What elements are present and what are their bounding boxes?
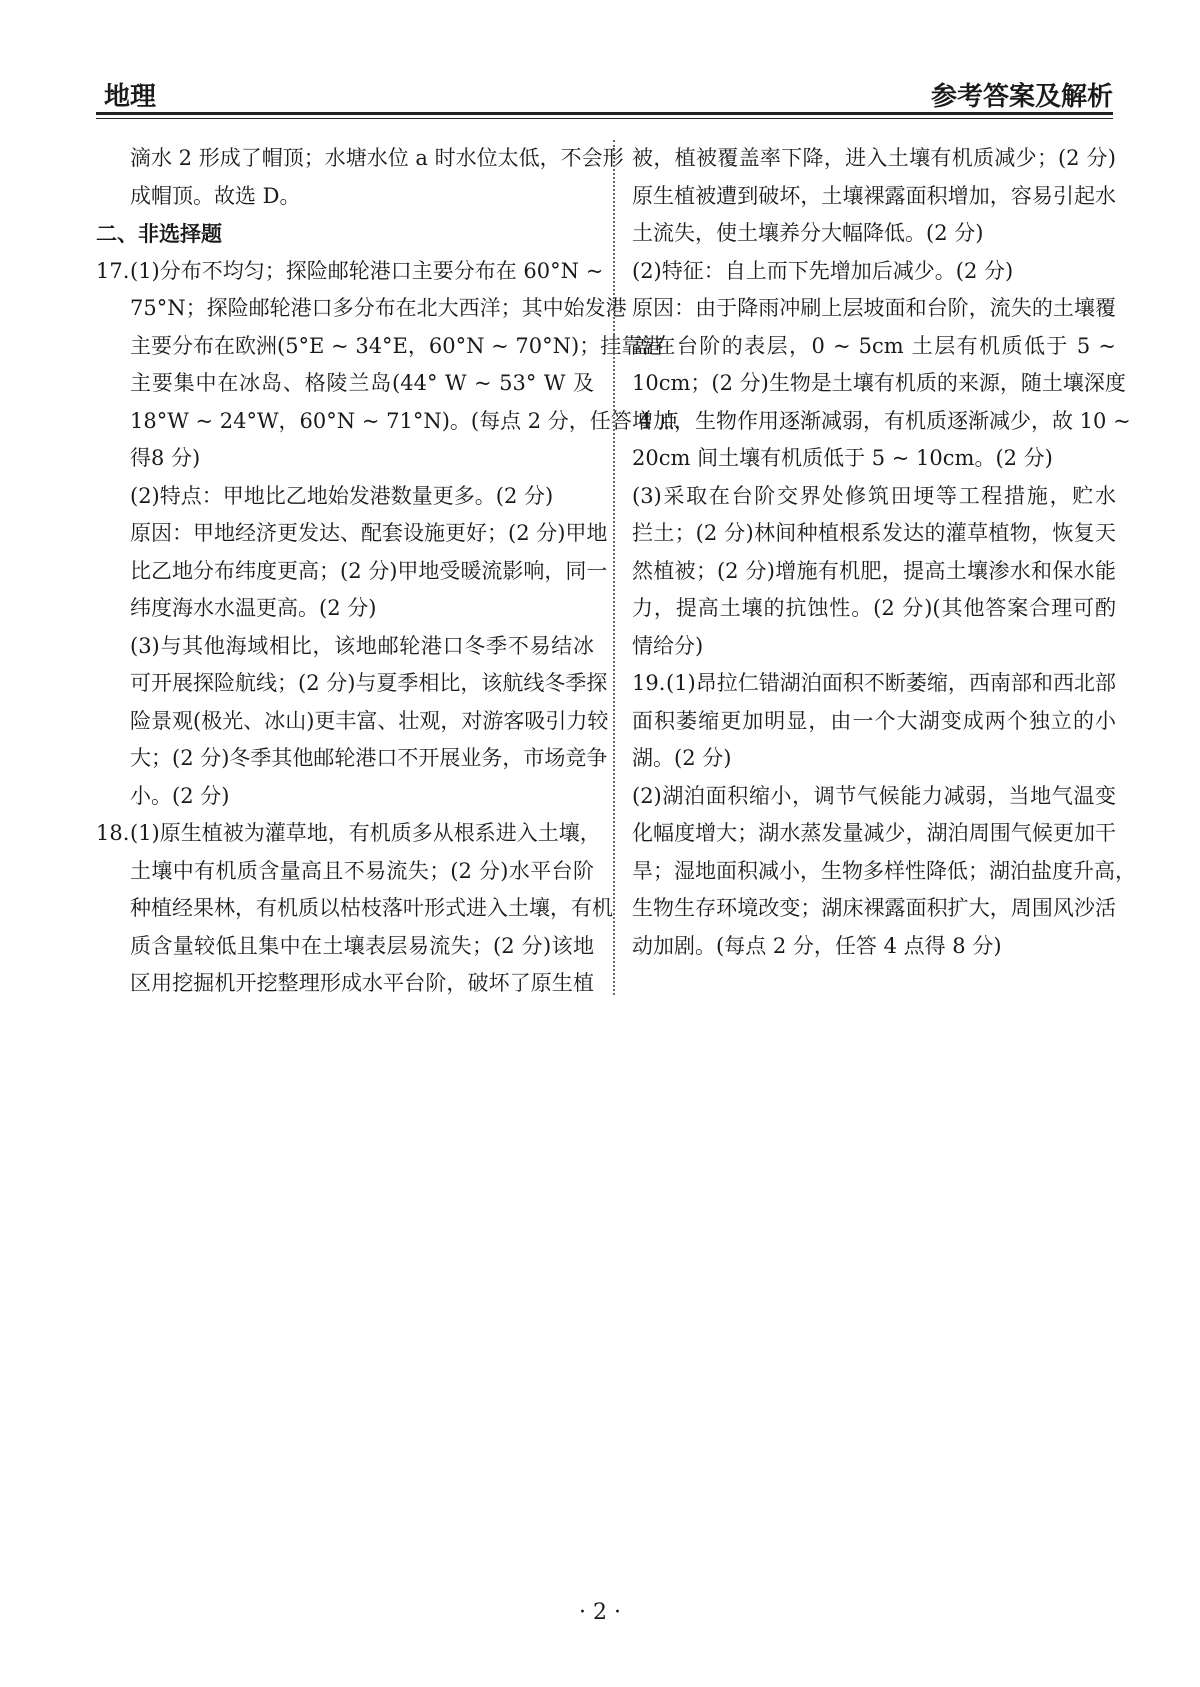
- text-line: 土流失，使土壤养分大幅降低。(2 分): [632, 221, 984, 245]
- page-header: [96, 70, 1113, 110]
- section-heading: 二、非选择题: [96, 221, 222, 246]
- text-line: 18°W ~ 24°W，60°N ~ 71°N)。(每点 2 分，任答 4 点: [130, 408, 680, 433]
- text-line: (3)采取在台阶交界处修筑田埂等工程措施，贮水: [632, 483, 1116, 508]
- text-line: 动加剧。(每点 2 分，任答 4 点得 8 分): [632, 933, 1002, 958]
- text-line: 被，植被覆盖率下降，进入土壤有机质减少；(2 分): [632, 146, 1116, 170]
- text-line: (1)分布不均匀；探险邮轮港口主要分布在 60°N ~: [130, 258, 604, 283]
- right-column: [632, 140, 1136, 965]
- text-line: 得8 分): [130, 446, 201, 470]
- text-line: 险景观(极光、冰山)更丰富、壮观，对游客吸引力较: [130, 708, 609, 733]
- text-line: (2)特征：自上而下先增加后减少。(2 分): [632, 258, 1014, 283]
- text-line: 小。(2 分): [130, 783, 230, 808]
- text-line: 土壤中有机质含量高且不易流失；(2 分)水平台阶: [130, 858, 594, 883]
- text-line: 滴水 2 形成了帽顶；水塘水位 a 时水位太低，不会形: [130, 146, 624, 170]
- text-line: 然植被；(2 分)增施有机肥，提高土壤渗水和保水能: [632, 558, 1116, 583]
- text-line: 力，提高土壤的抗蚀性。(2 分)(其他答案合理可酌: [632, 596, 1116, 620]
- text-line: (2)湖泊面积缩小，调节气候能力减弱，当地气温变: [632, 783, 1116, 808]
- text-line: (1)原生植被为灌草地，有机质多从根系进入土壤，: [130, 821, 601, 845]
- text-line: 主要分布在欧洲(5°E ~ 34°E，60°N ~ 70°N)；挂靠港: [130, 333, 664, 358]
- text-line: 盖在台阶的表层，0 ~ 5cm 土层有机质低于 5 ~: [632, 333, 1116, 358]
- text-line: 成帽顶。故选 D。: [130, 183, 301, 208]
- text-line: 20cm 间土壤有机质低于 5 ~ 10cm。(2 分): [632, 446, 1053, 470]
- text-line: 可开展探险航线；(2 分)与夏季相比，该航线冬季探: [130, 671, 608, 695]
- question-first-line: [632, 665, 1116, 703]
- text-line: 大；(2 分)冬季其他邮轮港口不开展业务，市场竞争: [130, 746, 608, 770]
- text-line: (1)昂拉仁错湖泊面积不断萎缩，西南部和西北部: [666, 671, 1116, 695]
- text-line: 比乙地分布纬度更高；(2 分)甲地受暖流影响，同一: [130, 558, 608, 583]
- question-number: 18.: [96, 821, 130, 845]
- header-rule-thin: [96, 118, 1113, 119]
- text-line: 原因：甲地经济更发达、配套设施更好；(2 分)甲地: [130, 521, 608, 545]
- text-line: 种植经果林，有机质以枯枝落叶形式进入土壤，有机: [130, 896, 613, 920]
- page-number: · 2 ·: [579, 1600, 621, 1625]
- section-title: 参考答案及解析: [930, 82, 1113, 112]
- text-line: 75°N；探险邮轮港口多分布在北大西洋；其中始发港: [130, 296, 627, 320]
- text-line: 湖。(2 分): [632, 746, 732, 770]
- text-line: 区用挖掘机开挖整理形成水平台阶，破坏了原生植: [130, 971, 594, 995]
- subject-title: 地理: [104, 82, 157, 112]
- text-line: 生物生存环境改变；湖床裸露面积扩大，周围风沙活: [632, 896, 1116, 920]
- text-line: 面积萎缩更加明显，由一个大湖变成两个独立的小: [632, 708, 1116, 733]
- text-line: 原生植被遭到破坏，土壤裸露面积增加，容易引起水: [632, 183, 1116, 208]
- text-line: 增加，生物作用逐渐减弱，有机质逐渐减少，故 10 ~: [632, 408, 1131, 433]
- text-line: 10cm；(2 分)生物是土壤有机质的来源，随土壤深度: [632, 371, 1126, 395]
- question-first-line: [96, 253, 604, 291]
- text-line: 原因：由于降雨冲刷上层坡面和台阶，流失的土壤覆: [632, 296, 1116, 320]
- text-line: 情给分): [632, 633, 704, 658]
- text-line: (3)与其他海域相比，该地邮轮港口冬季不易结冰: [130, 633, 594, 658]
- question-number: 17.: [96, 258, 130, 283]
- text-line: 纬度海水水温更高。(2 分): [130, 596, 377, 620]
- text-line: 旱；湿地面积减小，生物多样性降低；湖泊盐度升高，: [632, 858, 1136, 883]
- question-first-line: [96, 815, 601, 853]
- text-line: 主要集中在冰岛、格陵兰岛(44° W ~ 53° W 及: [130, 371, 594, 395]
- header-rule-thick: [96, 112, 1113, 115]
- text-line: (2)特点：甲地比乙地始发港数量更多。(2 分): [130, 483, 554, 508]
- text-line: 拦土；(2 分)林间种植根系发达的灌草植物，恢复天: [632, 521, 1116, 545]
- column-divider: [613, 140, 615, 995]
- question-number: 19.: [632, 671, 666, 695]
- text-line: 质含量较低且集中在土壤表层易流失；(2 分)该地: [130, 933, 594, 958]
- text-line: 化幅度增大；湖水蒸发量减少，湖泊周围气候更加干: [632, 821, 1116, 845]
